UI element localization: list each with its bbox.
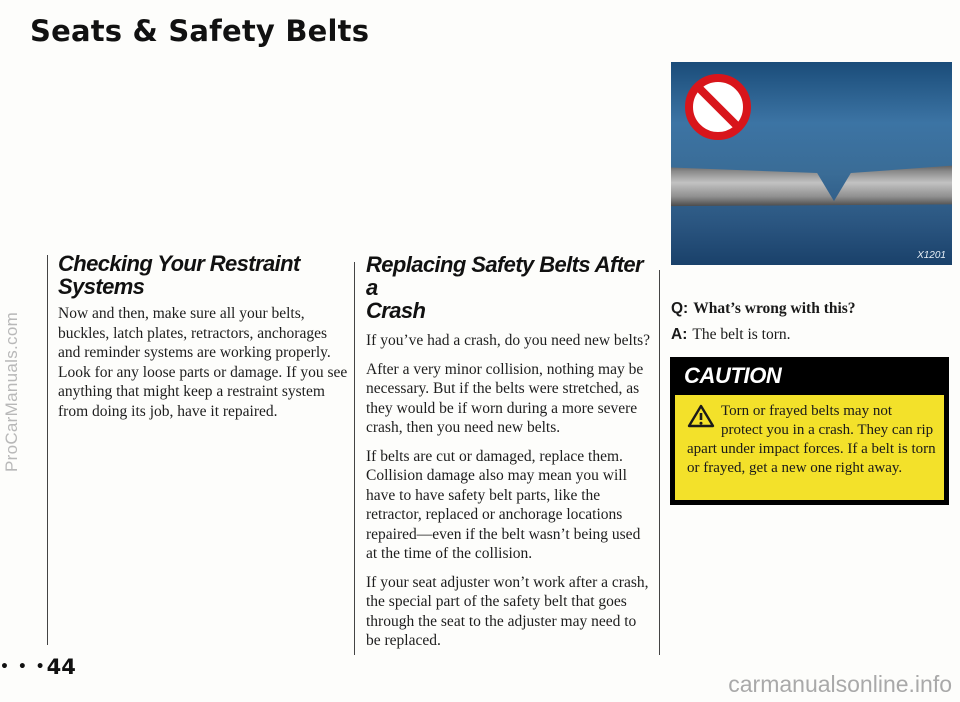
torn-belt-photo (671, 62, 952, 265)
question (671, 300, 856, 318)
question-label: Q: (671, 300, 689, 317)
paragraph: If your seat adjuster won’t work after a crash, the special part of the safety belt that goes through the seat to the adjuster may need to be replaced. (366, 573, 649, 649)
side-watermark: ProCarManuals.com (2, 311, 21, 472)
page-number-dots: • • • (0, 659, 47, 675)
page-title: Seats & Safety Belts (30, 14, 370, 48)
paragraph: If belts are cut or damaged, replace them. Collision damage also may mean you will have to have safety belt parts, like the retractor, replaced or anchorage locations repaired—even if the belt wasn’t being used at the time of the collision. (366, 447, 641, 562)
answer-label: A: (671, 326, 688, 343)
column-divider-right (659, 270, 660, 655)
bottom-watermark: carmanualsonline.info (728, 671, 952, 697)
heading-line: Crash (366, 298, 426, 323)
page-number-value: 44 (46, 655, 76, 679)
paragraph: After a very minor collision, nothing may be necessary. But if the belts were stretched, as they would be if worn during a more severe crash, then you need new belts. (366, 360, 644, 436)
page-number (0, 655, 76, 679)
prohibition-sign-icon (685, 74, 751, 140)
paragraph: Now and then, make sure all your belts, buckles, latch plates, retractors, anchorages and reminder systems are working properly. Look for any loose parts or damage. If you see anything that might keep a restraint system from doing its job, have it repaired. (58, 305, 348, 420)
caution-text-block (687, 402, 937, 478)
heading-replacing-belts (366, 253, 651, 322)
column-replacing-belts (366, 253, 651, 660)
illustration-code: X1201 (917, 250, 946, 261)
caution-heading: CAUTION (684, 363, 782, 388)
caution-body (675, 395, 944, 500)
answer (671, 326, 791, 344)
column-checking-restraints (58, 252, 350, 430)
heading-checking-restraints (58, 252, 350, 298)
caution-text: Torn or frayed belts may not protect you in a crash. They can rip apart under impact forces. If a belt is torn or frayed, get a new one right away. (687, 403, 936, 476)
belt-strap (671, 162, 952, 208)
paragraph: If you’ve had a crash, do you need new belts? (366, 332, 651, 349)
warning-triangle-icon (687, 404, 715, 428)
heading-line: Checking Your Restraint Systems (58, 251, 300, 299)
caution-notice (670, 357, 949, 505)
question-text: What’s wrong with this? (693, 300, 856, 317)
heading-line: Replacing Safety Belts After a (366, 252, 644, 300)
column-divider-left (47, 255, 48, 645)
answer-text: The belt is torn. (692, 326, 791, 343)
column-divider-middle (354, 262, 355, 655)
